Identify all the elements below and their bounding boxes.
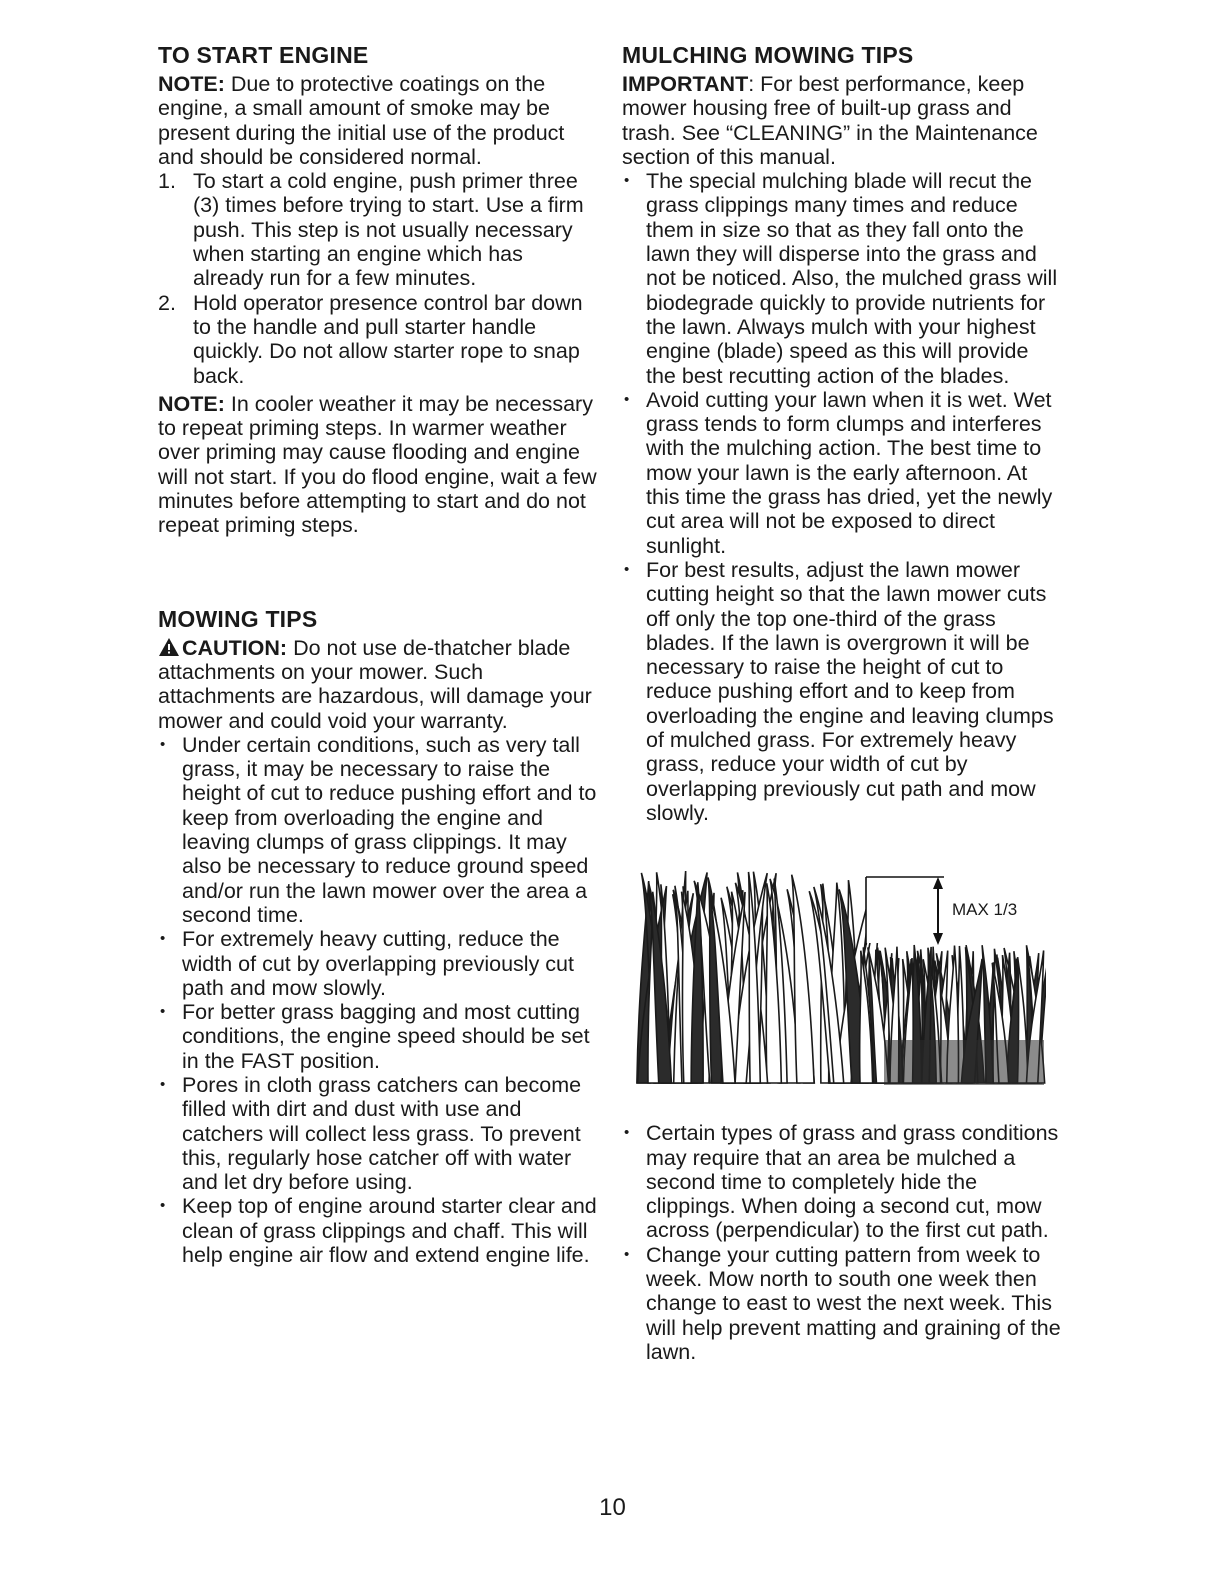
step-number: 1. (158, 169, 176, 194)
important-text: : For best performance, keep mower housing free of built-up grass and trash. See “CLEANING” in the Maintenance section of this manual. (622, 72, 1038, 169)
important-paragraph (622, 72, 1062, 169)
mulching-tips-list-continued (622, 1121, 1062, 1364)
step-text: Hold operator presence control bar down to the handle and pull starter handle quickly. Do not allow starter rope to snap back. (193, 290, 583, 388)
step-number: 2. (158, 290, 176, 315)
start-step (158, 291, 598, 388)
list-item: • Under certain conditions, such as very tall grass, it may be necessary to raise the height of cut to reduce pushing effort and to keep from overloading the engine and leaving clumps of grass clippings. It may also be necessary to reduce ground speed and/or run the lawn mower over the area a second time. (158, 733, 598, 927)
mulching-heading: MULCHING MOWING TIPS (622, 42, 914, 68)
start-step (158, 169, 598, 290)
mowing-tips-list (158, 733, 598, 1268)
step-text: To start a cold engine, push primer three (3) times before trying to start. Use a firm push. This step is not usually necessary when starting an engine which has already run for a few minutes. (193, 169, 584, 291)
grass-cut-height-figure (634, 865, 1046, 1087)
note-label: NOTE: (158, 72, 225, 96)
caution-label: CAUTION: (182, 635, 288, 660)
mulching-section (622, 40, 1062, 1364)
page-number: 10 (599, 1494, 626, 1521)
note-text: In cooler weather it may be necessary to repeat priming steps. In warmer weather over priming may cause flooding and engine will not start. If you do flood engine, wait a few minutes before attempting to start and do not repeat priming steps. (158, 391, 597, 538)
mulching-tips-list (622, 169, 1062, 825)
start-engine-section (158, 40, 598, 538)
list-item: • The special mulching blade will recut the grass clippings many times and reduce them in size so that as they fall onto the lawn they will disperse into the grass and not be noticed. Also, the mulched grass will biodegrade quickly to provide nutrients for the lawn. Always mulch with your highest engine (blade) speed as this will provide the best recutting action of the blades. (622, 169, 1062, 388)
list-item: • Avoid cutting your lawn when it is wet. Wet grass tends to form clumps and interferes with the mulching action. The best time to mow your lawn is the early afternoon. At this time the grass has dried, yet the newly cut area will not be exposed to direct sunlight. (622, 388, 1062, 558)
mowing-tips-section (158, 604, 598, 1268)
list-item: • Keep top of engine around starter clear and clean of grass clippings and chaff. This will help engine air flow and extend engine life. (158, 1194, 598, 1267)
important-label: IMPORTANT (622, 72, 749, 96)
left-column (158, 40, 598, 1267)
max-one-third-label: MAX 1/3 (952, 900, 1018, 920)
list-item: • Pores in cloth grass catchers can become filled with dirt and dust with use and catchers will collect less grass. To prevent this, regularly hose catcher off with water and let dry before using. (158, 1073, 598, 1194)
note-label: NOTE: (158, 391, 225, 416)
warning-triangle-icon (158, 637, 180, 657)
list-item: • For better grass bagging and most cutting conditions, the engine speed should be set in the FAST position. (158, 1000, 598, 1073)
cut-height-marker (866, 877, 942, 943)
list-item: • Change your cutting pattern from week to week. Mow north to south one week then change to east to west the next week. This will help prevent matting and graining of the lawn. (622, 1243, 1062, 1364)
mowing-tips-heading: MOWING TIPS (158, 605, 318, 632)
list-item: • Certain types of grass and grass conditions may require that an area be mulched a second time to completely hide the clippings. When doing a second cut, mow across (perpendicular) to the first cut path. (622, 1121, 1062, 1242)
cooler-weather-note (158, 392, 598, 538)
start-engine-note (158, 72, 598, 169)
section-spacer (158, 538, 598, 604)
start-steps-list (158, 169, 598, 388)
list-item: • For best results, adjust the lawn mower cutting height so that the lawn mower cuts off only the top one-third of the grass blades. If the lawn is overgrown it will be necessary to raise the height of cut to reduce pushing effort and to keep from overloading the engine and leaving clumps of mulched grass. For extremely heavy grass, reduce your width of cut by overlapping previously cut path and mow slowly. (622, 558, 1062, 825)
start-engine-heading: TO START ENGINE (158, 42, 369, 68)
grass-illustration (634, 865, 1046, 1087)
right-column (622, 40, 1062, 1364)
note-text: Due to protective coatings on the engine, a small amount of smoke may be present during the initial use of the product and should be considered normal. (158, 72, 565, 169)
caution-paragraph (158, 636, 598, 733)
caution-text: Do not use de-thatcher blade attachments on your mower. Such attachments are hazardous, will damage your mower and could void your warranty. (158, 635, 592, 733)
list-item: • For extremely heavy cutting, reduce the width of cut by overlapping previously cut path and mow slowly. (158, 927, 598, 1000)
